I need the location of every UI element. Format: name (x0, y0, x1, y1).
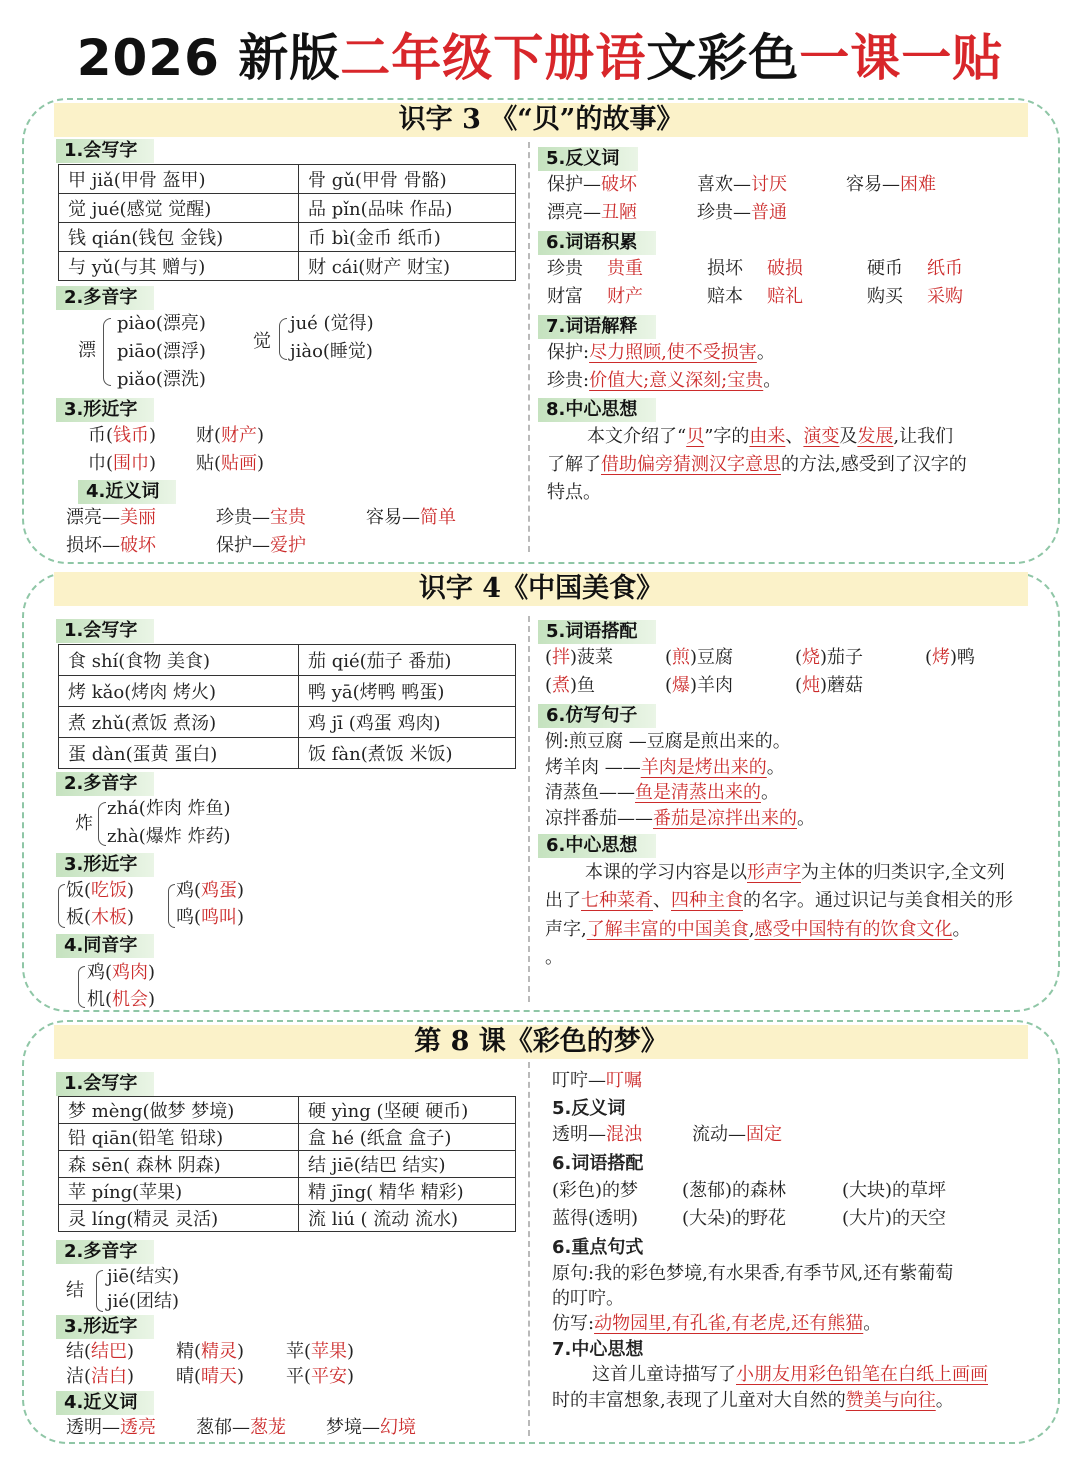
table-cell: 觉 jué(感觉 觉醒) (59, 194, 299, 223)
column-divider (528, 142, 530, 552)
word-pair-answer: 贵重 (607, 258, 643, 279)
lesson-heading: 识字 4《中国美食》 (54, 572, 1028, 606)
table-cell: 流 liú ( 流动 流水) (299, 1205, 516, 1232)
central-idea-line: 。 (545, 947, 563, 968)
brace-icon (98, 802, 106, 846)
table-cell: 币 bì(金币 纸币) (299, 223, 516, 252)
similar-char: 巾(围巾) (88, 453, 157, 474)
polyphone-reading: zhá(炸肉 炸鱼) (107, 798, 231, 819)
central-idea-line: 本课的学习内容是以形声字为主体的归类识字,全文列 (585, 862, 1005, 883)
section-title: 5.反义词 (538, 147, 638, 171)
lesson-heading: 第 8 课《彩色的梦》 (54, 1025, 1028, 1059)
section-title: 5.词语搭配 (538, 620, 656, 644)
character-table (58, 644, 516, 769)
word-pair-answer: 破损 (767, 258, 803, 279)
section-title: 3.形近字 (56, 398, 154, 422)
section-title: 1.会写字 (56, 1072, 154, 1096)
collocation: (拌)菠菜 (545, 647, 614, 668)
brace-icon (279, 318, 287, 360)
imitation-sentence: 凉拌番茄——番茄是凉拌出来的。 (545, 808, 815, 829)
polyphone-reading: piǎo(漂洗) (117, 369, 206, 390)
word-pair: 漂亮—美丽 (66, 507, 156, 528)
central-idea-line: 出了七种菜肴、四种主食的名字。通过识记与美食相关的形 (545, 890, 1013, 911)
polyphone-reading: jiào(睡觉) (290, 341, 373, 362)
brace-icon (58, 884, 65, 928)
word-pair: 保护—破坏 (547, 174, 637, 195)
similar-char: 饭(吃饭) (66, 880, 135, 901)
similar-char: 精(精灵) (176, 1341, 245, 1362)
word-pair: 损坏 (707, 258, 743, 279)
polyphone-reading: piào(漂亮) (117, 313, 206, 334)
collocation: (大块)的草坪 (842, 1180, 947, 1201)
central-idea-line: 时的丰富想象,表现了儿童对大自然的赞美与向往。 (552, 1390, 954, 1411)
section-title: 3.形近字 (56, 853, 154, 877)
table-cell: 铅 qiān(铅笔 铅球) (59, 1124, 299, 1151)
word-explanation: 保护:尽力照顾,使不受损害。 (547, 342, 775, 363)
word-pair: 透明—混浊 (552, 1124, 642, 1145)
central-idea-line: 特点。 (547, 482, 601, 503)
table-cell: 食 shí(食物 美食) (59, 645, 299, 676)
polyphone-char: 炸 (75, 813, 93, 834)
word-pair: 珍贵—宝贵 (216, 507, 306, 528)
column-divider (528, 616, 530, 1002)
word-pair: 财富 (547, 286, 583, 307)
table-cell: 煮 zhǔ(煮饭 煮汤) (59, 707, 299, 738)
section-title: 5.反义词 (552, 1098, 626, 1119)
table-cell: 饭 fàn(煮饭 米饭) (299, 738, 516, 769)
section-title: 7.中心思想 (552, 1339, 644, 1360)
similar-char: 晴(晴天) (176, 1366, 245, 1387)
word-pair: 透明—透亮 (66, 1417, 156, 1438)
central-idea-line: 了解了借助偏旁猜测汉字意思的方法,感受到了汉字的 (547, 454, 967, 475)
collocation: (彩色)的梦 (552, 1180, 639, 1201)
homophone: 机(机会) (87, 989, 156, 1010)
polyphone-reading: jié(团结) (107, 1291, 180, 1312)
section-title: 6.仿写句子 (538, 704, 656, 728)
table-cell: 蛋 dàn(蛋黄 蛋白) (59, 738, 299, 769)
table-cell: 梦 mèng(做梦 梦境) (59, 1097, 299, 1124)
similar-char: 结(结巴) (66, 1341, 135, 1362)
similar-char: 币(钱币) (88, 425, 157, 446)
original-sentence: 原句:我的彩色梦境,有水果香,有季节风,还有紫葡萄 (552, 1263, 954, 1284)
collocation: (煎)豆腐 (665, 647, 734, 668)
polyphone-char: 结 (66, 1280, 84, 1301)
example-sentence: 例:煎豆腐 —豆腐是煎出来的。 (545, 731, 791, 752)
brace-icon (103, 318, 111, 386)
table-cell: 钱 qián(钱包 金钱) (59, 223, 299, 252)
central-idea-line: 本文介绍了“贝”字的由来、演变及发展,让我们 (587, 426, 954, 447)
collocation: (爆)羊肉 (665, 675, 734, 696)
brace-icon (78, 966, 85, 1008)
collocation: (葱郁)的森林 (682, 1180, 787, 1201)
word-pair-answer: 采购 (927, 286, 963, 307)
table-cell: 鸡 jī (鸡蛋 鸡肉) (299, 707, 516, 738)
word-pair-answer: 赔礼 (767, 286, 803, 307)
brace-icon (96, 1270, 103, 1312)
table-cell: 苹 píng(苹果) (59, 1178, 299, 1205)
character-table (58, 164, 516, 281)
similar-char: 贴(贴画) (196, 453, 265, 474)
word-pair: 赔本 (707, 286, 743, 307)
word-pair: 珍贵—普通 (697, 202, 787, 223)
similar-char: 平(平安) (286, 1366, 355, 1387)
collocation: (大片)的天空 (842, 1208, 947, 1229)
page-title: 2026 新版二年级下册语文彩色一课一贴 (76, 29, 1004, 87)
section-title: 6.重点句式 (552, 1237, 644, 1258)
section-title: 1.会写字 (56, 139, 154, 163)
lesson-heading: 识字 3 《“贝”的故事》 (54, 103, 1028, 137)
section-title: 4.近义词 (56, 1391, 154, 1415)
table-cell: 灵 líng(精灵 灵活) (59, 1205, 299, 1232)
table-cell: 烤 kǎo(烤肉 烤火) (59, 676, 299, 707)
table-cell: 精 jīng( 精华 精彩) (299, 1178, 516, 1205)
imitation-sentence: 仿写:动物园里,有孔雀,有老虎,还有熊猫。 (552, 1313, 882, 1334)
word-pair: 容易—简单 (366, 507, 456, 528)
similar-char: 苹(苹果) (286, 1341, 355, 1362)
section-title: 6.词语积累 (538, 231, 656, 255)
similar-char: 鸣(鸣叫) (176, 907, 245, 928)
word-pair: 葱郁—葱茏 (196, 1417, 286, 1438)
table-cell: 盒 hé (纸盒 盒子) (299, 1124, 516, 1151)
table-cell: 骨 gǔ(甲骨 骨骼) (299, 165, 516, 194)
section-title: 2.多音字 (56, 1240, 154, 1264)
section-title: 4.近义词 (78, 480, 176, 504)
section-title: 8.中心思想 (538, 398, 656, 422)
collocation: (大朵)的野花 (682, 1208, 787, 1229)
section-title: 3.形近字 (56, 1315, 154, 1339)
word-pair: 流动—固定 (692, 1124, 782, 1145)
polyphone-char: 觉 (253, 331, 271, 352)
polyphone-char: 漂 (78, 340, 96, 361)
word-pair-answer: 纸币 (927, 258, 963, 279)
similar-char: 财(财产) (196, 425, 265, 446)
polyphone-reading: piāo(漂浮) (117, 341, 206, 362)
section-title: 7.词语解释 (538, 315, 656, 339)
word-explanation: 珍贵:价值大;意义深刻;宝贵。 (547, 370, 782, 391)
column-divider (528, 1062, 530, 1436)
table-cell: 品 pǐn(品味 作品) (299, 194, 516, 223)
word-pair: 硬币 (867, 258, 903, 279)
section-title: 4.同音字 (56, 934, 154, 958)
collocation: 蓝得(透明) (552, 1208, 639, 1229)
section-title: 1.会写字 (56, 619, 154, 643)
original-sentence: 的叮咛。 (552, 1288, 624, 1309)
polyphone-reading: zhà(爆炸 炸药) (107, 826, 231, 847)
homophone: 鸡(鸡肉) (87, 962, 156, 983)
word-pair: 购买 (867, 286, 903, 307)
table-cell: 与 yǔ(与其 赠与) (59, 252, 299, 281)
polyphone-reading: jiē(结实) (107, 1266, 180, 1287)
word-pair: 损坏—破坏 (66, 535, 156, 556)
central-idea-line: 这首儿童诗描写了小朋友用彩色铅笔在白纸上画画 (592, 1364, 988, 1385)
imitation-sentence: 烤羊肉 ——羊肉是烤出来的。 (545, 757, 785, 778)
collocation: (烤)鸭 (925, 647, 976, 668)
table-cell: 硬 yìng (坚硬 硬币) (299, 1097, 516, 1124)
polyphone-reading: jué (觉得) (290, 313, 374, 334)
word-pair: 喜欢—讨厌 (697, 174, 787, 195)
word-pair: 保护—爱护 (216, 535, 306, 556)
table-cell: 鸭 yā(烤鸭 鸭蛋) (299, 676, 516, 707)
table-cell: 财 cái(财产 财宝) (299, 252, 516, 281)
character-table (58, 1096, 516, 1232)
section-title: 6.词语搭配 (552, 1153, 644, 1174)
collocation: (烧)茄子 (795, 647, 864, 668)
table-cell: 森 sēn( 森林 阴森) (59, 1151, 299, 1178)
word-pair: 叮咛—叮嘱 (552, 1070, 642, 1091)
similar-char: 鸡(鸡蛋) (176, 880, 245, 901)
word-pair: 容易—困难 (846, 174, 936, 195)
word-pair: 梦境—幻境 (326, 1417, 416, 1438)
imitation-sentence: 清蒸鱼——鱼是清蒸出来的。 (545, 782, 779, 803)
section-title: 2.多音字 (56, 772, 154, 796)
similar-char: 板(木板) (66, 907, 135, 928)
word-pair-answer: 财产 (607, 286, 643, 307)
section-title: 2.多音字 (56, 286, 154, 310)
section-title: 6.中心思想 (538, 834, 656, 858)
table-cell: 结 jiē(结巴 结实) (299, 1151, 516, 1178)
collocation: (炖)蘑菇 (795, 675, 864, 696)
table-cell: 茄 qié(茄子 番茄) (299, 645, 516, 676)
similar-char: 洁(洁白) (66, 1366, 135, 1387)
central-idea-line: 声字,了解丰富的中国美食,感受中国特有的饮食文化。 (545, 919, 971, 940)
collocation: (煮)鱼 (545, 675, 596, 696)
brace-icon (168, 884, 175, 928)
table-cell: 甲 jiǎ(甲骨 盔甲) (59, 165, 299, 194)
word-pair: 漂亮—丑陋 (547, 202, 637, 223)
word-pair: 珍贵 (547, 258, 583, 279)
